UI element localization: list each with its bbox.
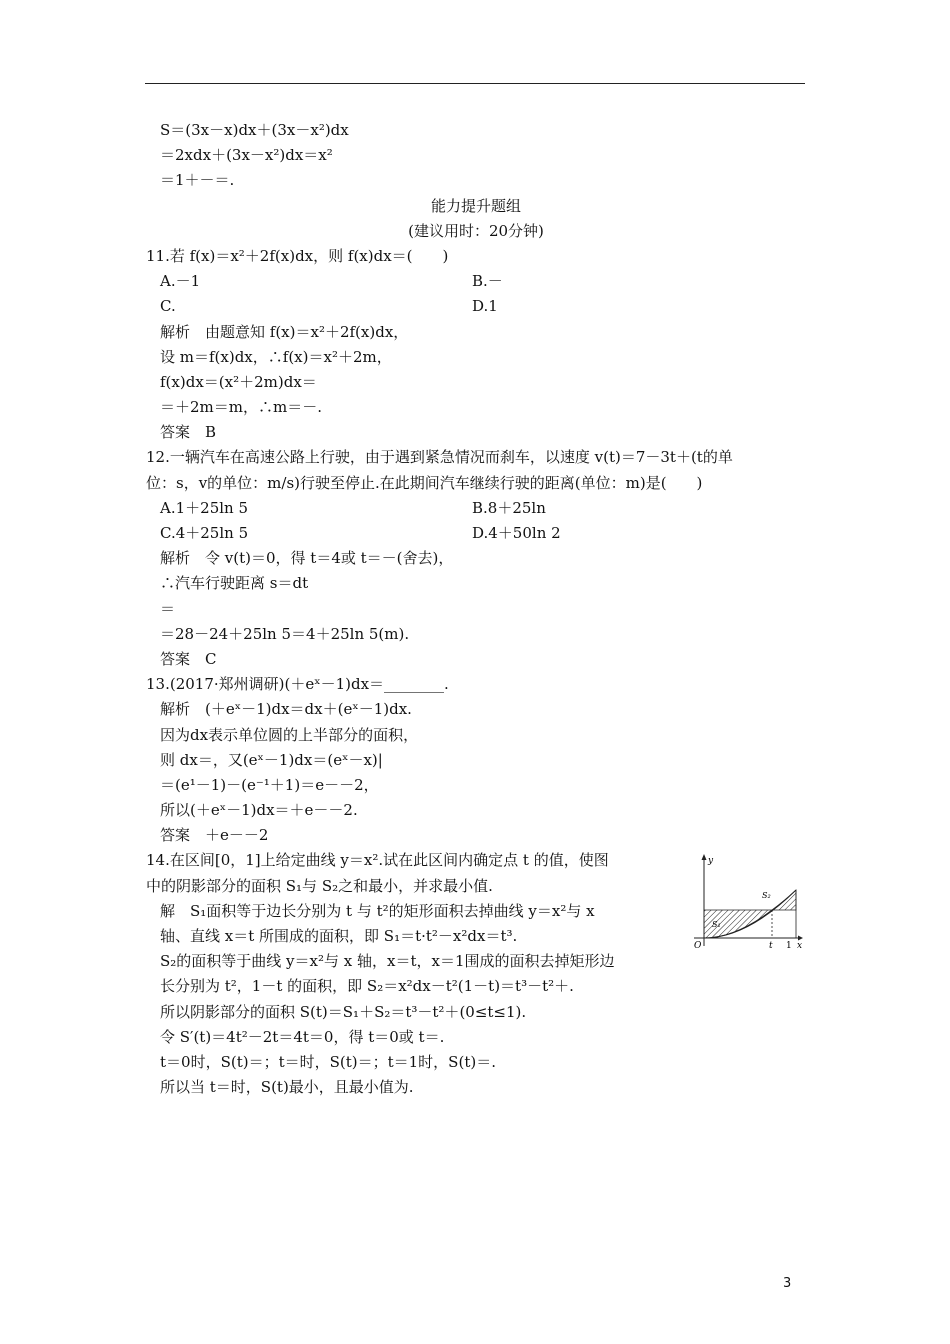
text-line: ＝1＋－＝. — [160, 171, 235, 190]
solution-line: 长分别为 t²，1－t 的面积，即 S₂＝x²dx－t²(1－t)＝t³－t²＋. — [160, 977, 574, 996]
option-b: B.8＋25ln — [472, 498, 546, 517]
option-c: C. — [160, 297, 176, 316]
section-title: 能力提升题组 — [430, 196, 521, 215]
solution-line: ＝ — [160, 599, 176, 618]
option-a: A.－1 — [160, 272, 201, 291]
page-number: 3 — [783, 1276, 792, 1291]
solution-line: ＝＋2m＝m，∴m＝－. — [160, 398, 322, 417]
solution-line: 令 S′(t)＝4t²－2t＝4t＝0，得 t＝0或 t＝. — [160, 1027, 445, 1046]
options-row — [146, 521, 806, 546]
solution-line: 解析 (＋eˣ－1)dx＝dx＋(eˣ－1)dx. — [160, 700, 412, 719]
solution-line: 所以(＋eˣ－1)dx＝＋e－－2. — [160, 801, 358, 820]
question-12 — [146, 445, 806, 672]
origin-label: O — [694, 941, 702, 950]
section-subtitle: (建议用时：20分钟) — [408, 221, 544, 240]
question-stem: 12.一辆汽车在高速公路上行驶，由于遇到紧急情况而刹车，以速度 v(t)＝7－3t＋(t的单 — [146, 448, 733, 467]
solution-line: 设 m＝f(x)dx，∴f(x)＝x²＋2m， — [160, 347, 392, 366]
solution-line: ∴汽车行驶距离 s＝dt — [160, 574, 309, 593]
document-body — [146, 118, 806, 1100]
option-d: D.1 — [472, 297, 498, 316]
question-stem: 14.在区间[0，1]上给定曲线 y＝x².试在此区间内确定点 t 的值，使图 — [146, 851, 609, 870]
solution-line: ＝(e¹－1)－(e⁻¹＋1)＝e－－2， — [160, 775, 379, 794]
question-stem: 11.若 f(x)＝x²＋2f(x)dx，则 f(x)dx＝( ) — [146, 246, 449, 265]
solution-line: 解析 由题意知 f(x)＝x²＋2f(x)dx， — [160, 322, 409, 341]
one-label: 1 — [786, 941, 792, 950]
question-11 — [146, 244, 806, 446]
solution-line: S₂的面积等于曲线 y＝x²与 x 轴，x＝t，x＝1围成的面积去掉矩形边 — [160, 952, 615, 971]
options-row — [146, 269, 806, 294]
s2-label: S₂ — [762, 891, 771, 900]
question-stem: 位：s，v的单位：m/s)行驶至停止.在此期间汽车继续行驶的距离(单位：m)是( ) — [146, 473, 703, 492]
y-axis-arrow-icon — [702, 854, 707, 860]
solution-line: 因为dx表示单位圆的上半部分的面积， — [160, 725, 419, 744]
options-row — [146, 294, 806, 319]
text-line: S＝(3x－x)dx＋(3x－x²)dx — [160, 121, 349, 139]
question-stem: 中的阴影部分的面积 S₁与 S₂之和最小，并求最小值. — [146, 876, 493, 895]
solution-line: t＝0时，S(t)＝；t＝时，S(t)＝；t＝1时，S(t)＝. — [160, 1052, 496, 1071]
option-b: B.－ — [472, 272, 503, 291]
x-axis-label: x — [797, 941, 803, 950]
question-14 — [146, 848, 806, 1100]
y-axis-label: y — [708, 856, 714, 866]
solution-line: ＝28－24＋25ln 5＝4＋25ln 5(m). — [160, 624, 410, 643]
solution-line: 所以阴影部分的面积 S(t)＝S₁＋S₂＝t³－t²＋(0≤t≤1). — [160, 1002, 527, 1021]
parabola-area-figure — [686, 850, 804, 950]
options-row — [146, 496, 806, 521]
option-a: A.1＋25ln 5 — [160, 498, 249, 517]
text-line: ＝2xdx＋(3x－x²)dx＝x² — [160, 146, 333, 165]
solution-line: 则 dx＝，又(eˣ－1)dx＝(eˣ－x)| — [160, 750, 383, 769]
header-rule — [145, 83, 805, 84]
solution-line: 轴、直线 x＝t 所围成的面积，即 S₁＝t·t²－x²dx＝t³. — [160, 927, 518, 945]
solution-line: 解析 令 v(t)＝0，得 t＝4或 t＝－(舍去)， — [160, 549, 454, 568]
answer-line: 答案 B — [160, 423, 217, 442]
option-d: D.4＋50ln 2 — [472, 524, 561, 542]
s1-label: S₁ — [712, 920, 721, 929]
question-stem: 13.(2017·郑州调研)(＋eˣ－1)dx＝________. — [146, 675, 449, 694]
solution-line: 所以当 t＝时，S(t)最小，且最小值为. — [160, 1078, 414, 1097]
x-axis-arrow-icon — [798, 936, 803, 941]
answer-line: 答案 ＋e－－2 — [160, 826, 269, 845]
answer-line: 答案 C — [160, 649, 217, 668]
t-label: t — [769, 941, 773, 950]
solution-line: f(x)dx＝(x²＋2m)dx＝ — [160, 372, 317, 391]
solution-line: 解 S₁面积等于边长分别为 t 与 t²的矩形面积去掉曲线 y＝x²与 x — [160, 901, 595, 920]
option-c: C.4＋25ln 5 — [160, 524, 249, 542]
question-13 — [146, 672, 806, 848]
